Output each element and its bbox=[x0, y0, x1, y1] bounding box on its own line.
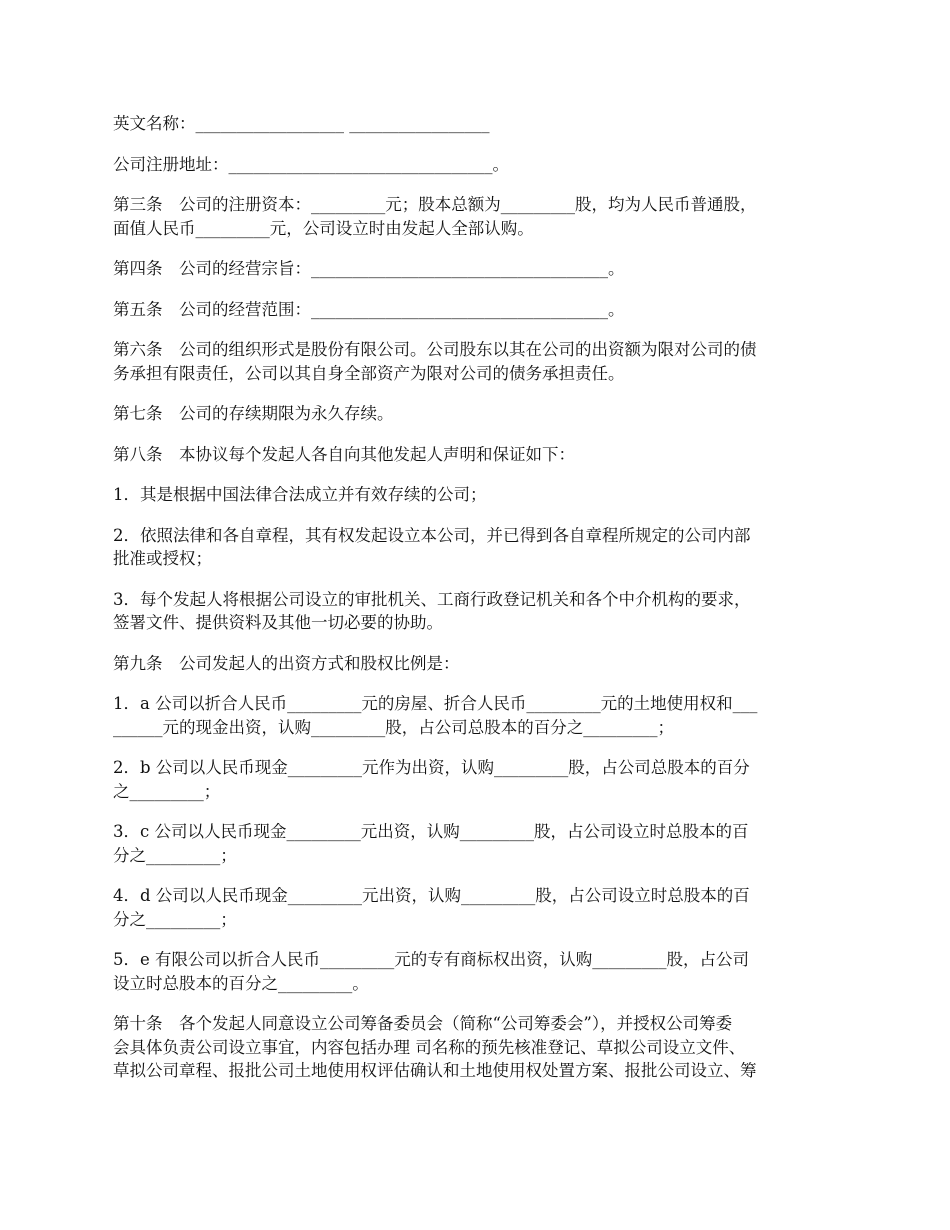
document-paragraph bbox=[113, 652, 838, 676]
document-paragraph bbox=[113, 338, 838, 385]
document-paragraph bbox=[113, 112, 838, 136]
paragraph-line: 3．每个发起人将根据公司设立的审批机关、工商行政登记机关和各个中介机构的要求， bbox=[113, 589, 751, 609]
document-paragraph bbox=[113, 1012, 838, 1083]
paragraph-line: 签署文件、提供资料及其他一切必要的协助。 bbox=[113, 613, 443, 632]
document-paragraph bbox=[113, 524, 838, 571]
paragraph-line: 4．d 公司以人民币现金_________元出资，认购_________股，占公司设立时总股本的百 bbox=[113, 886, 750, 905]
paragraph-line: 3．c 公司以人民币现金_________元出资，认购_________股，占公司设立时总股本的百 bbox=[113, 822, 749, 841]
paragraph-line: 设立时总股本的百分之_________。 bbox=[113, 973, 369, 993]
document-paragraph bbox=[113, 257, 838, 281]
paragraph-line: 批准或授权； bbox=[113, 549, 212, 568]
document-paragraph bbox=[113, 756, 838, 803]
paragraph-line: 1．a 公司以折合人民币_________元的房屋、折合人民币_________元的土地使用权和___ bbox=[113, 694, 758, 713]
paragraph-line: 英文名称：__________________ _________________ bbox=[113, 114, 490, 133]
paragraph-line: 第八条 本协议每个发起人各自向其他发起人声明和保证如下： bbox=[113, 444, 575, 464]
paragraph-line: 第十条 各个发起人同意设立公司筹备委员会（简称“公司筹委会”），并授权公司筹委 bbox=[113, 1014, 733, 1033]
document-paragraph bbox=[113, 153, 838, 177]
paragraph-line: 第三条 公司的注册资本：_________元；股本总额为_________股，均为人民币普通股， bbox=[113, 195, 757, 214]
document-paragraph bbox=[113, 588, 838, 635]
document-paragraph bbox=[113, 443, 838, 467]
paragraph-line: 会具体负责公司设立事宜，内容包括办理 司名称的预先核准登记、草拟公司设立文件、 bbox=[113, 1037, 746, 1057]
paragraph-line: ______元的现金出资，认购_________股，占公司总股本的百分之_________； bbox=[113, 717, 674, 737]
document-paragraph bbox=[113, 298, 838, 322]
document-paragraph bbox=[113, 820, 838, 867]
document-paragraph bbox=[113, 884, 838, 931]
paragraph-line: 2．b 公司以人民币现金_________元作为出资，认购_________股，占公司总股本的百分 bbox=[113, 758, 750, 777]
paragraph-line: 第四条 公司的经营宗旨：____________________________________。 bbox=[113, 259, 625, 278]
document-paragraph bbox=[113, 483, 838, 507]
document-paragraph bbox=[113, 692, 838, 739]
paragraph-line: 之_________； bbox=[113, 781, 221, 801]
paragraph-line: 5．e 有限公司以折合人民币_________元的专有商标权出资，认购_________股，占公司 bbox=[113, 950, 750, 969]
paragraph-line: 分之_________； bbox=[113, 909, 237, 929]
paragraph-line: 第六条 公司的组织形式是股份有限公司。公司股东以其在公司的出资额为限对公司的债 bbox=[113, 340, 757, 359]
paragraph-line: 面值人民币_________元，公司设立时由发起人全部认购。 bbox=[113, 218, 534, 238]
paragraph-line: 第七条 公司的存续期限为永久存续。 bbox=[113, 404, 394, 423]
paragraph-line: 公司注册地址：________________________________。 bbox=[113, 154, 509, 174]
paragraph-line: 分之_________； bbox=[113, 845, 237, 865]
paragraph-line: 1．其是根据中国法律合法成立并有效存续的公司； bbox=[113, 485, 487, 504]
paragraph-line: 草拟公司章程、报批公司土地使用权评估确认和土地使用权处置方案、报批公司设立、筹 bbox=[113, 1061, 757, 1080]
paragraph-line: 务承担有限责任，公司以其自身全部资产为限对公司的债务承担责任。 bbox=[113, 363, 625, 383]
document-paragraph bbox=[113, 948, 838, 995]
document-paragraph bbox=[113, 193, 838, 240]
document-paragraph bbox=[113, 402, 838, 426]
paragraph-line: 2．依照法律和各自章程，其有权发起设立本公司，并已得到各自章程所规定的公司内部 bbox=[113, 525, 751, 545]
paragraph-line: 第五条 公司的经营范围：____________________________________。 bbox=[113, 299, 625, 319]
paragraph-line: 第九条 公司发起人的出资方式和股权比例是： bbox=[113, 653, 460, 673]
